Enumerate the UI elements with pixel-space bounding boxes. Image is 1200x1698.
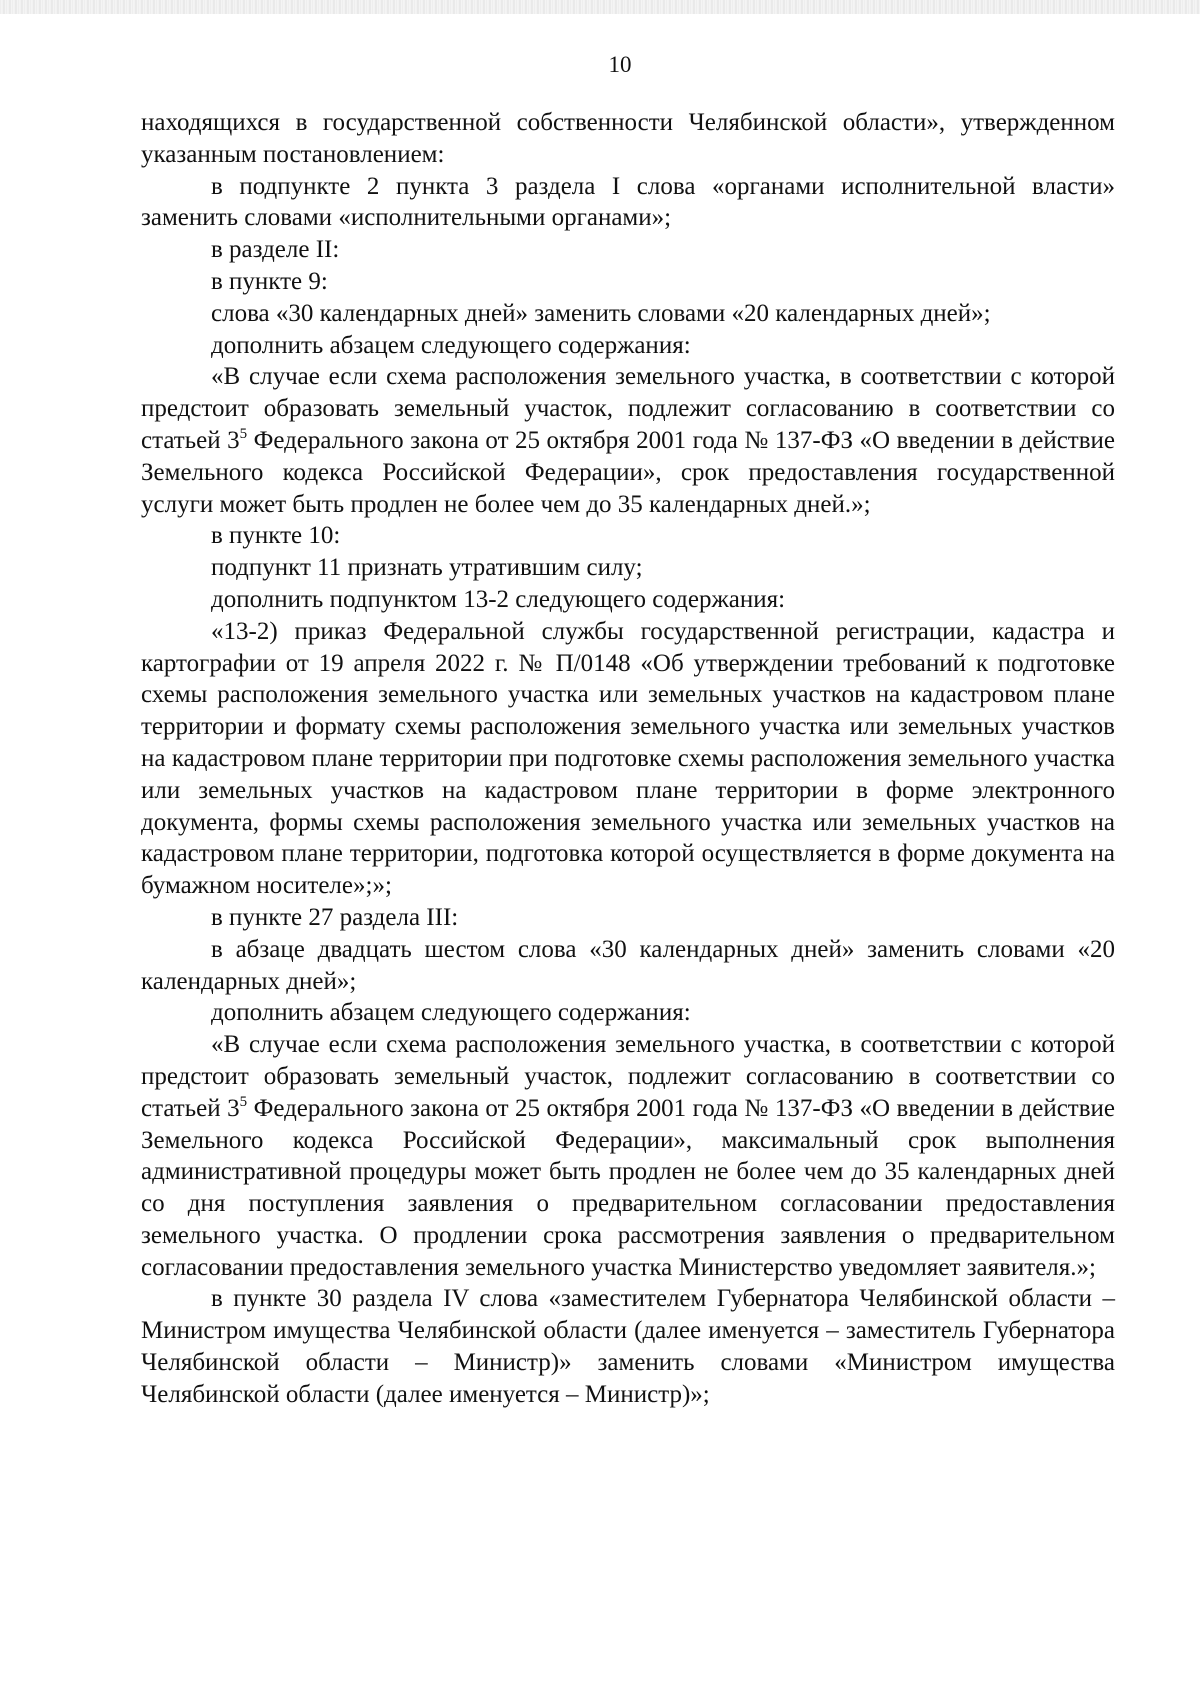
quoted-clause-2-before: «В случае если схема расположения земельного участка, в соответствии с которой предстоит образовать земельный участок, подлежит согласованию в соответствии со статьей 3 <box>141 1031 1115 1122</box>
paragraph-quoted-clause-1 <box>141 361 1115 520</box>
paragraph-amendment-section-1: в подпункте 2 пункта 3 раздела I слова «органами исполнительной власти» заменить словами «исполнительными органами»; <box>141 172 1115 232</box>
paragraph-add-clause: дополнить абзацем следующего содержания: <box>211 331 691 359</box>
paragraph-add-subpoint: дополнить подпунктом 13-2 следующего содержания: <box>211 585 786 613</box>
document-body <box>141 107 1115 1411</box>
paragraph-subpoint-13-2: «13-2) приказ Федеральной службы государственной регистрации, кадастра и картографии от 19 апреля 2022 г. № П/0148 «Об утверждении требований к подготовке схемы расположения земельного участка или земельных участков на кадастровом плане территории и формату схемы расположения земельного участка или земельных участков на кадастровом плане территории при подготовке схемы расположения земельного участка или земельных участков на кадастровом плане территории в форме электронного документа, формы схемы расположения земельного участка или земельных участков на кадастровом плане территории, подготовка которой осуществляется в форме документа на бумажном носителе»;»; <box>141 617 1115 900</box>
scan-edge-artifact <box>0 0 1200 14</box>
paragraph-point-9-heading: в пункте 9: <box>211 267 328 295</box>
article-superscript: 5 <box>239 425 248 442</box>
paragraph-add-clause-2: дополнить абзацем следующего содержания: <box>211 999 691 1027</box>
paragraph-point-27-words: в абзаце двадцать шестом слова «30 календарных дней» заменить словами «20 календарных дней»; <box>141 935 1115 995</box>
paragraph-point-10-heading: в пункте 10: <box>211 522 341 550</box>
paragraph-point-30: в пункте 30 раздела IV слова «заместителем Губернатора Челябинской области – Министром имущества Челябинской области (далее именуется – заместитель Губернатора Челябинской области – Министр)» заменить словами «Министром имущества Челябинской области (далее именуется – Министр)»; <box>141 1285 1115 1408</box>
paragraph-continuation: находящихся в государственной собственности Челябинской области», утвержденном указанным постановлением: <box>141 109 1115 168</box>
paragraph-point-27-heading: в пункте 27 раздела III: <box>211 903 459 931</box>
paragraph-point-9-words: слова «30 календарных дней» заменить словами «20 календарных дней»; <box>211 299 991 327</box>
article-superscript: 5 <box>239 1093 248 1110</box>
paragraph-subpoint-11: подпункт 11 признать утратившим силу; <box>211 554 643 582</box>
quoted-clause-2-after: Федерального закона от 25 октября 2001 года № 137-ФЗ «О введении в действие Земельного кодекса Российской Федерации», максимальный срок выполнения административной процедуры может быть продлен не более чем до 35 календарных дней со дня поступления заявления о предварительном согласовании предоставления земельного участка. О продлении срока рассмотрения заявления о предварительном согласовании предоставления земельного участка Министерство уведомляет заявителя.»; <box>141 1094 1115 1281</box>
quoted-clause-1-after: Федерального закона от 25 октября 2001 года № 137-ФЗ «О введении в действие Земельного кодекса Российской Федерации», срок предоставления государственной услуги может быть продлен не более чем до 35 календарных дней.»; <box>141 426 1115 518</box>
page-number: 10 <box>608 52 632 77</box>
paragraph-section-2-heading: в разделе II: <box>211 236 340 264</box>
paragraph-quoted-clause-2 <box>141 1029 1115 1283</box>
quoted-clause-1-before: «В случае если схема расположения земельного участка, в соответствии с которой предстоит образовать земельный участок, подлежит согласованию в соответствии со статьей 3 <box>141 363 1115 454</box>
